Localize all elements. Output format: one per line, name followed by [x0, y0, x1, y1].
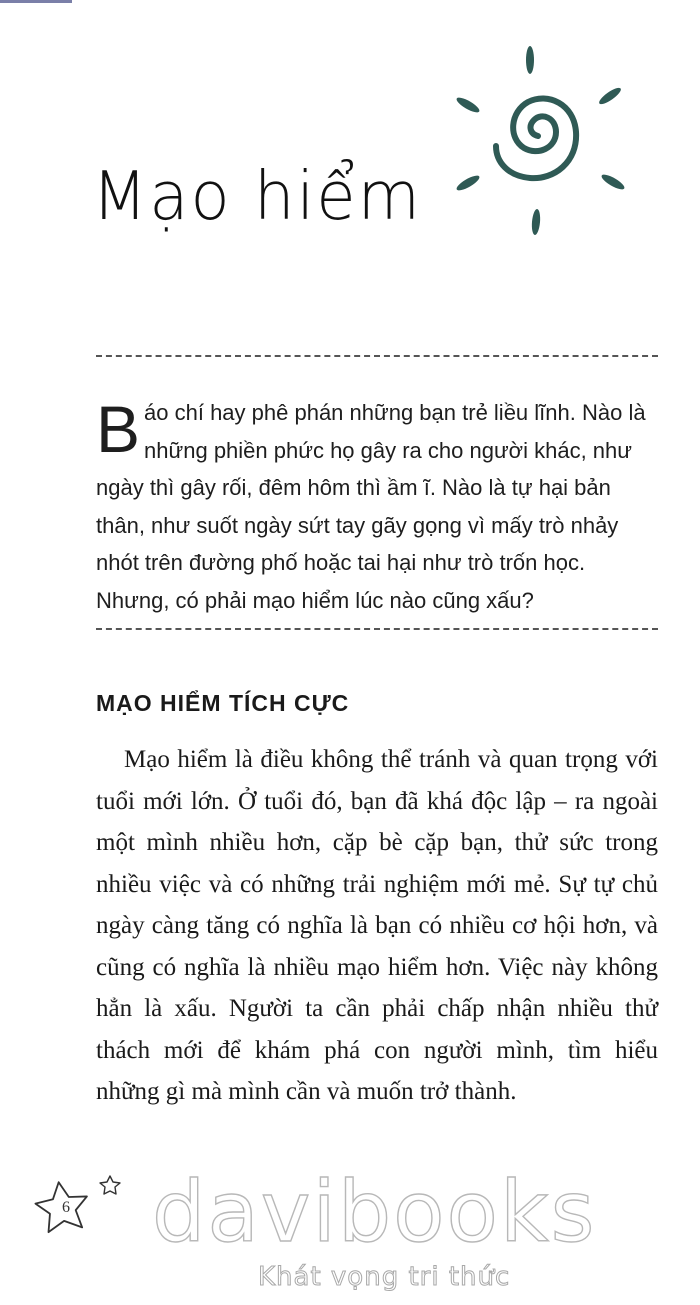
sun-icon [450, 40, 640, 240]
drop-cap: B [96, 392, 141, 466]
top-edge-bar [0, 0, 72, 3]
section-body: Mạo hiểm là điều không thể tránh và quan trọng với tuổi mới lớn. Ở tuổi đó, bạn đã khá độc lập – ra ngoài một mình nhiều hơn, cặp bè cặp bạn, thử sức trong nhiều việc và có những trải nghiệm mới mẻ. Sự tự chủ ngày càng tăng có nghĩa là bạn có nhiều cơ hội hơn, và cũng có nghĩa là nhiều mạo hiểm hơn. Việc này không hẳn là xấu. Người ta cần phải chấp nhận nhiều thử thách mới để khám phá con người mình, tìm hiểu những gì mà mình cần và muốn trở thành. [96, 746, 658, 1105]
chapter-title: Mạo hiểm [92, 158, 422, 236]
watermark-tagline: Khát vọng tri thức [258, 1262, 511, 1292]
star-icon [30, 1170, 140, 1250]
intro-paragraph [96, 394, 662, 619]
page-number: 6 [62, 1199, 70, 1216]
watermark-logo: davibooks [152, 1163, 597, 1261]
bottom-divider [96, 628, 658, 630]
top-divider [96, 355, 658, 357]
section-heading: MẠO HIỂM TÍCH CỰC [96, 690, 350, 716]
intro-text: áo chí hay phê phán những bạn trẻ liều lĩnh. Nào là những phiền phức họ gây ra cho người khác, như ngày thì gây rối, đêm hôm thì ầm ĩ. Nào là tự hại bản thân, như suốt ngày sứt tay gãy gọng vì mấy trò nhảy nhót trên đường phố hoặc tai hại như trò trốn học. Nhưng, có phải mạo hiểm lúc nào cũng xấu? [96, 400, 646, 613]
